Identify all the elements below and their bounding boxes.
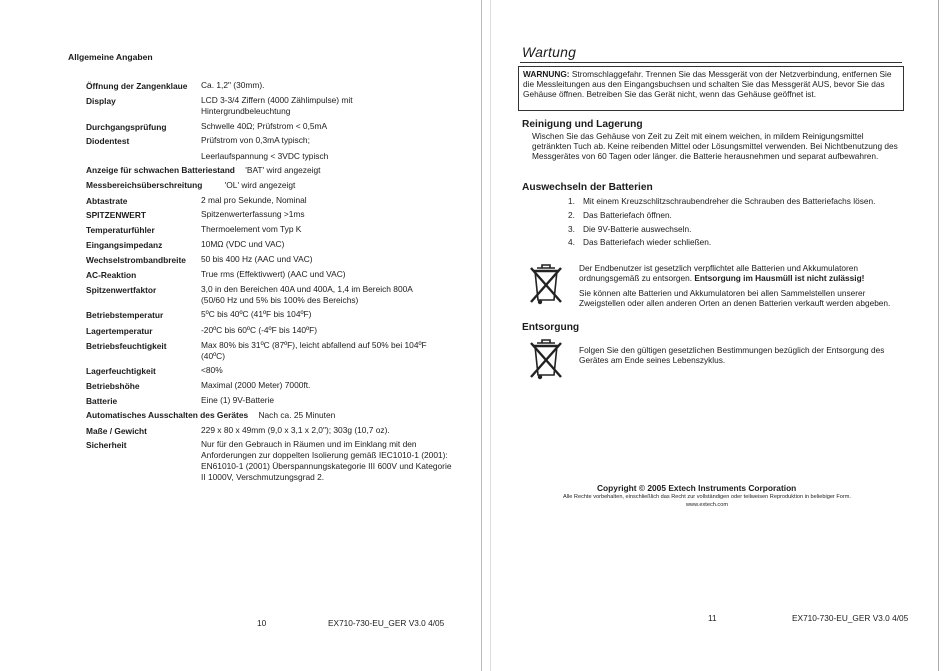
document-code: EX710-730-EU_GER V3.0 4/05	[328, 618, 445, 628]
spec-label: Betriebshöhe	[86, 381, 140, 391]
spec-label	[86, 410, 335, 420]
spec-value: 10MΩ (VDC und VAC)	[201, 239, 285, 249]
step-text: Das Batteriefach wieder schließen.	[583, 237, 712, 247]
spec-label: SPITZENWERT	[86, 210, 147, 220]
spec-value: Leerlaufspannung < 3VDC typisch	[201, 151, 329, 161]
spec-value: 3,0 in den Bereichen 40A und 400A, 1,4 im Bereich 800A (50/60 Hz und 5% bis 100% des Bereichs)	[201, 284, 413, 305]
spec-label: Lagertemperatur	[86, 326, 153, 336]
spec-value: Ca. 1,2" (30mm).	[201, 80, 265, 90]
spec-value: 5ºC bis 40ºC (41ºF bis 104ºF)	[201, 309, 312, 319]
disposal-text-3: Folgen Sie den gültigen gesetzlichen Bestimmungen bezüglich der Entsorgung des Gerätes am Ende seines Lebenszyklus.	[579, 345, 885, 366]
warning-box	[518, 66, 904, 111]
spec-value: True rms (Effektivwert) (AAC und VAC)	[201, 269, 346, 279]
spec-value: LCD 3-3/4 Ziffern (4000 Zählimpulse) mit Hintergrundbeleuchtung	[201, 95, 353, 116]
spec-label-text: Anzeige für schwachen Batteriestand	[86, 165, 235, 175]
disposal-text-1a: Der Endbenutzer ist gesetzlich verpflichtet alle Batterien und Akkumulatoren ordnungsgemäß zu entsorgen.	[579, 263, 859, 284]
spec-label: Maße / Gewicht	[86, 426, 147, 436]
spec-label: Display	[86, 96, 116, 106]
spec-value: 229 x 80 x 49mm (9,0 x 3,1 x 2,0"); 303g (10,7 oz).	[201, 425, 390, 435]
spec-label: Lagerfeuchtigkeit	[86, 366, 156, 376]
warning-label: WARNUNG:	[523, 69, 570, 79]
step-number: 1.	[568, 196, 575, 206]
spec-value: Thermoelement vom Typ K	[201, 224, 302, 234]
disposal-text-1b: Entsorgung im Hausmüll ist nicht zulässig!	[694, 273, 865, 284]
spec-value: Max 80% bis 31ºC (87ºF), leicht abfallend auf 50% bei 104ºF (40ºC)	[201, 340, 427, 361]
document-code: EX710-730-EU_GER V3.0 4/05	[792, 613, 909, 623]
cleaning-text: Wischen Sie das Gehäuse von Zeit zu Zeit mit einem weichen, in mildem Reinigungsmittel getränkten Tuch ab. Keine reibenden Mittel oder Lösungsmittel verwenden. Bei Nichtbenutzung des Messgerätes von 60 Tagen oder länger. die Batterie herausnehmen und separat aufbewahren.	[532, 131, 898, 162]
section-heading-disposal: Entsorgung	[522, 322, 580, 333]
section-heading-battery: Auswechseln der Batterien	[522, 182, 653, 193]
spec-label: Diodentest	[86, 136, 130, 146]
spec-label-text: Messbereichsüberschreitung	[86, 180, 203, 190]
spec-value: Prüfstrom von 0,3mA typisch;	[201, 135, 310, 145]
spec-value: -20ºC bis 60ºC (-4ºF bis 140ºF)	[201, 325, 318, 335]
spec-value: Nur für den Gebrauch in Räumen und im Einklang mit den Anforderungen zur doppelten Isolierung gemäß IEC1010-1 (2001): EN61010-1 (2001) Überspannungskategorie III 600V und Kategorie II 1000V, Verschmutzungsgrad 2.	[201, 439, 452, 482]
title-rule	[520, 62, 902, 63]
page-right-edge	[938, 0, 939, 671]
spec-value: Nach ca. 25 Minuten	[258, 410, 336, 420]
spec-label: Öffnung der Zangenklaue	[86, 81, 188, 91]
rights-notice: Alle Rechte vorbehalten, einschließlich das Recht zur vollständigen oder teilweisen Reproduktion in beliebiger Form.	[563, 494, 851, 500]
spec-label: Spitzenwertfaktor	[86, 285, 157, 295]
warning-text: Stromschlaggefahr. Trennen Sie das Messgerät von der Netzverbindung, entfernen Sie die Messleitungen aus den Eingangsbuchsen und schalten Sie das Messgerät AUS, bevor Sie das Gehäuse öffnen. Betreiben Sie das Gerät nicht, wenn das Gehäuse geöffnet ist.	[523, 69, 892, 99]
spec-label: Wechselstrombandbreite	[86, 255, 186, 265]
section-heading: Allgemeine Angaben	[68, 52, 153, 62]
fold-line	[481, 0, 482, 671]
spec-label	[86, 165, 320, 175]
disposal-text-2: Sie können alte Batterien und Akkumulatoren bei allen Sammelstellen unserer Zweigstellen oder allen anderen Orten an denen Batterien verkauft werden abgeben.	[579, 288, 891, 309]
spec-label: Sicherheit	[86, 440, 127, 450]
fold-line-shadow	[490, 0, 491, 671]
spec-value: Eine (1) 9V-Batterie	[201, 395, 275, 405]
spec-label-text: Automatisches Ausschalten des Gerätes	[86, 410, 249, 420]
step-text: Mit einem Kreuzschlitzschraubendreher die Schrauben des Batteriefachs lösen.	[583, 196, 876, 206]
website: www.extech.com	[686, 502, 728, 508]
copyright: Copyright © 2005 Extech Instruments Corporation	[597, 483, 797, 493]
page-number: 10	[257, 618, 267, 628]
spec-value: 'OL' wird angezeigt	[224, 180, 296, 190]
step-number: 3.	[568, 224, 575, 234]
spec-label: AC-Reaktion	[86, 270, 137, 280]
spec-label: Betriebsfeuchtigkeit	[86, 341, 167, 351]
step-number: 2.	[568, 210, 575, 220]
page-number: 11	[708, 613, 717, 623]
spec-value: <80%	[201, 365, 223, 375]
step-text: Die 9V-Batterie auswechseln.	[583, 224, 692, 234]
step-number: 4.	[568, 237, 575, 247]
crossed-bin-icon	[528, 337, 564, 381]
spec-value: Maximal (2000 Meter) 7000ft.	[201, 380, 311, 390]
spec-label: Durchgangsprüfung	[86, 122, 167, 132]
section-heading-cleaning: Reinigung und Lagerung	[522, 119, 643, 130]
spec-label: Betriebstemperatur	[86, 310, 164, 320]
disposal-text-1	[579, 263, 901, 283]
spec-value: 'BAT' wird angezeigt	[245, 165, 321, 175]
spec-value: Spitzenwerterfassung >1ms	[201, 209, 305, 219]
step-text: Das Batteriefach öffnen.	[583, 210, 672, 220]
spec-value: 50 bis 400 Hz (AAC und VAC)	[201, 254, 313, 264]
spec-label: Abtastrate	[86, 196, 128, 206]
page-title: Wartung	[522, 44, 577, 60]
spec-value: Schwelle 40Ω; Prüfstrom < 0,5mA	[201, 121, 328, 131]
crossed-bin-icon	[528, 262, 564, 306]
spec-value: 2 mal pro Sekunde, Nominal	[201, 195, 307, 205]
spec-label	[86, 180, 295, 190]
spec-label: Batterie	[86, 396, 118, 406]
spec-label: Temperaturfühler	[86, 225, 155, 235]
spec-label: Eingangsimpedanz	[86, 240, 163, 250]
